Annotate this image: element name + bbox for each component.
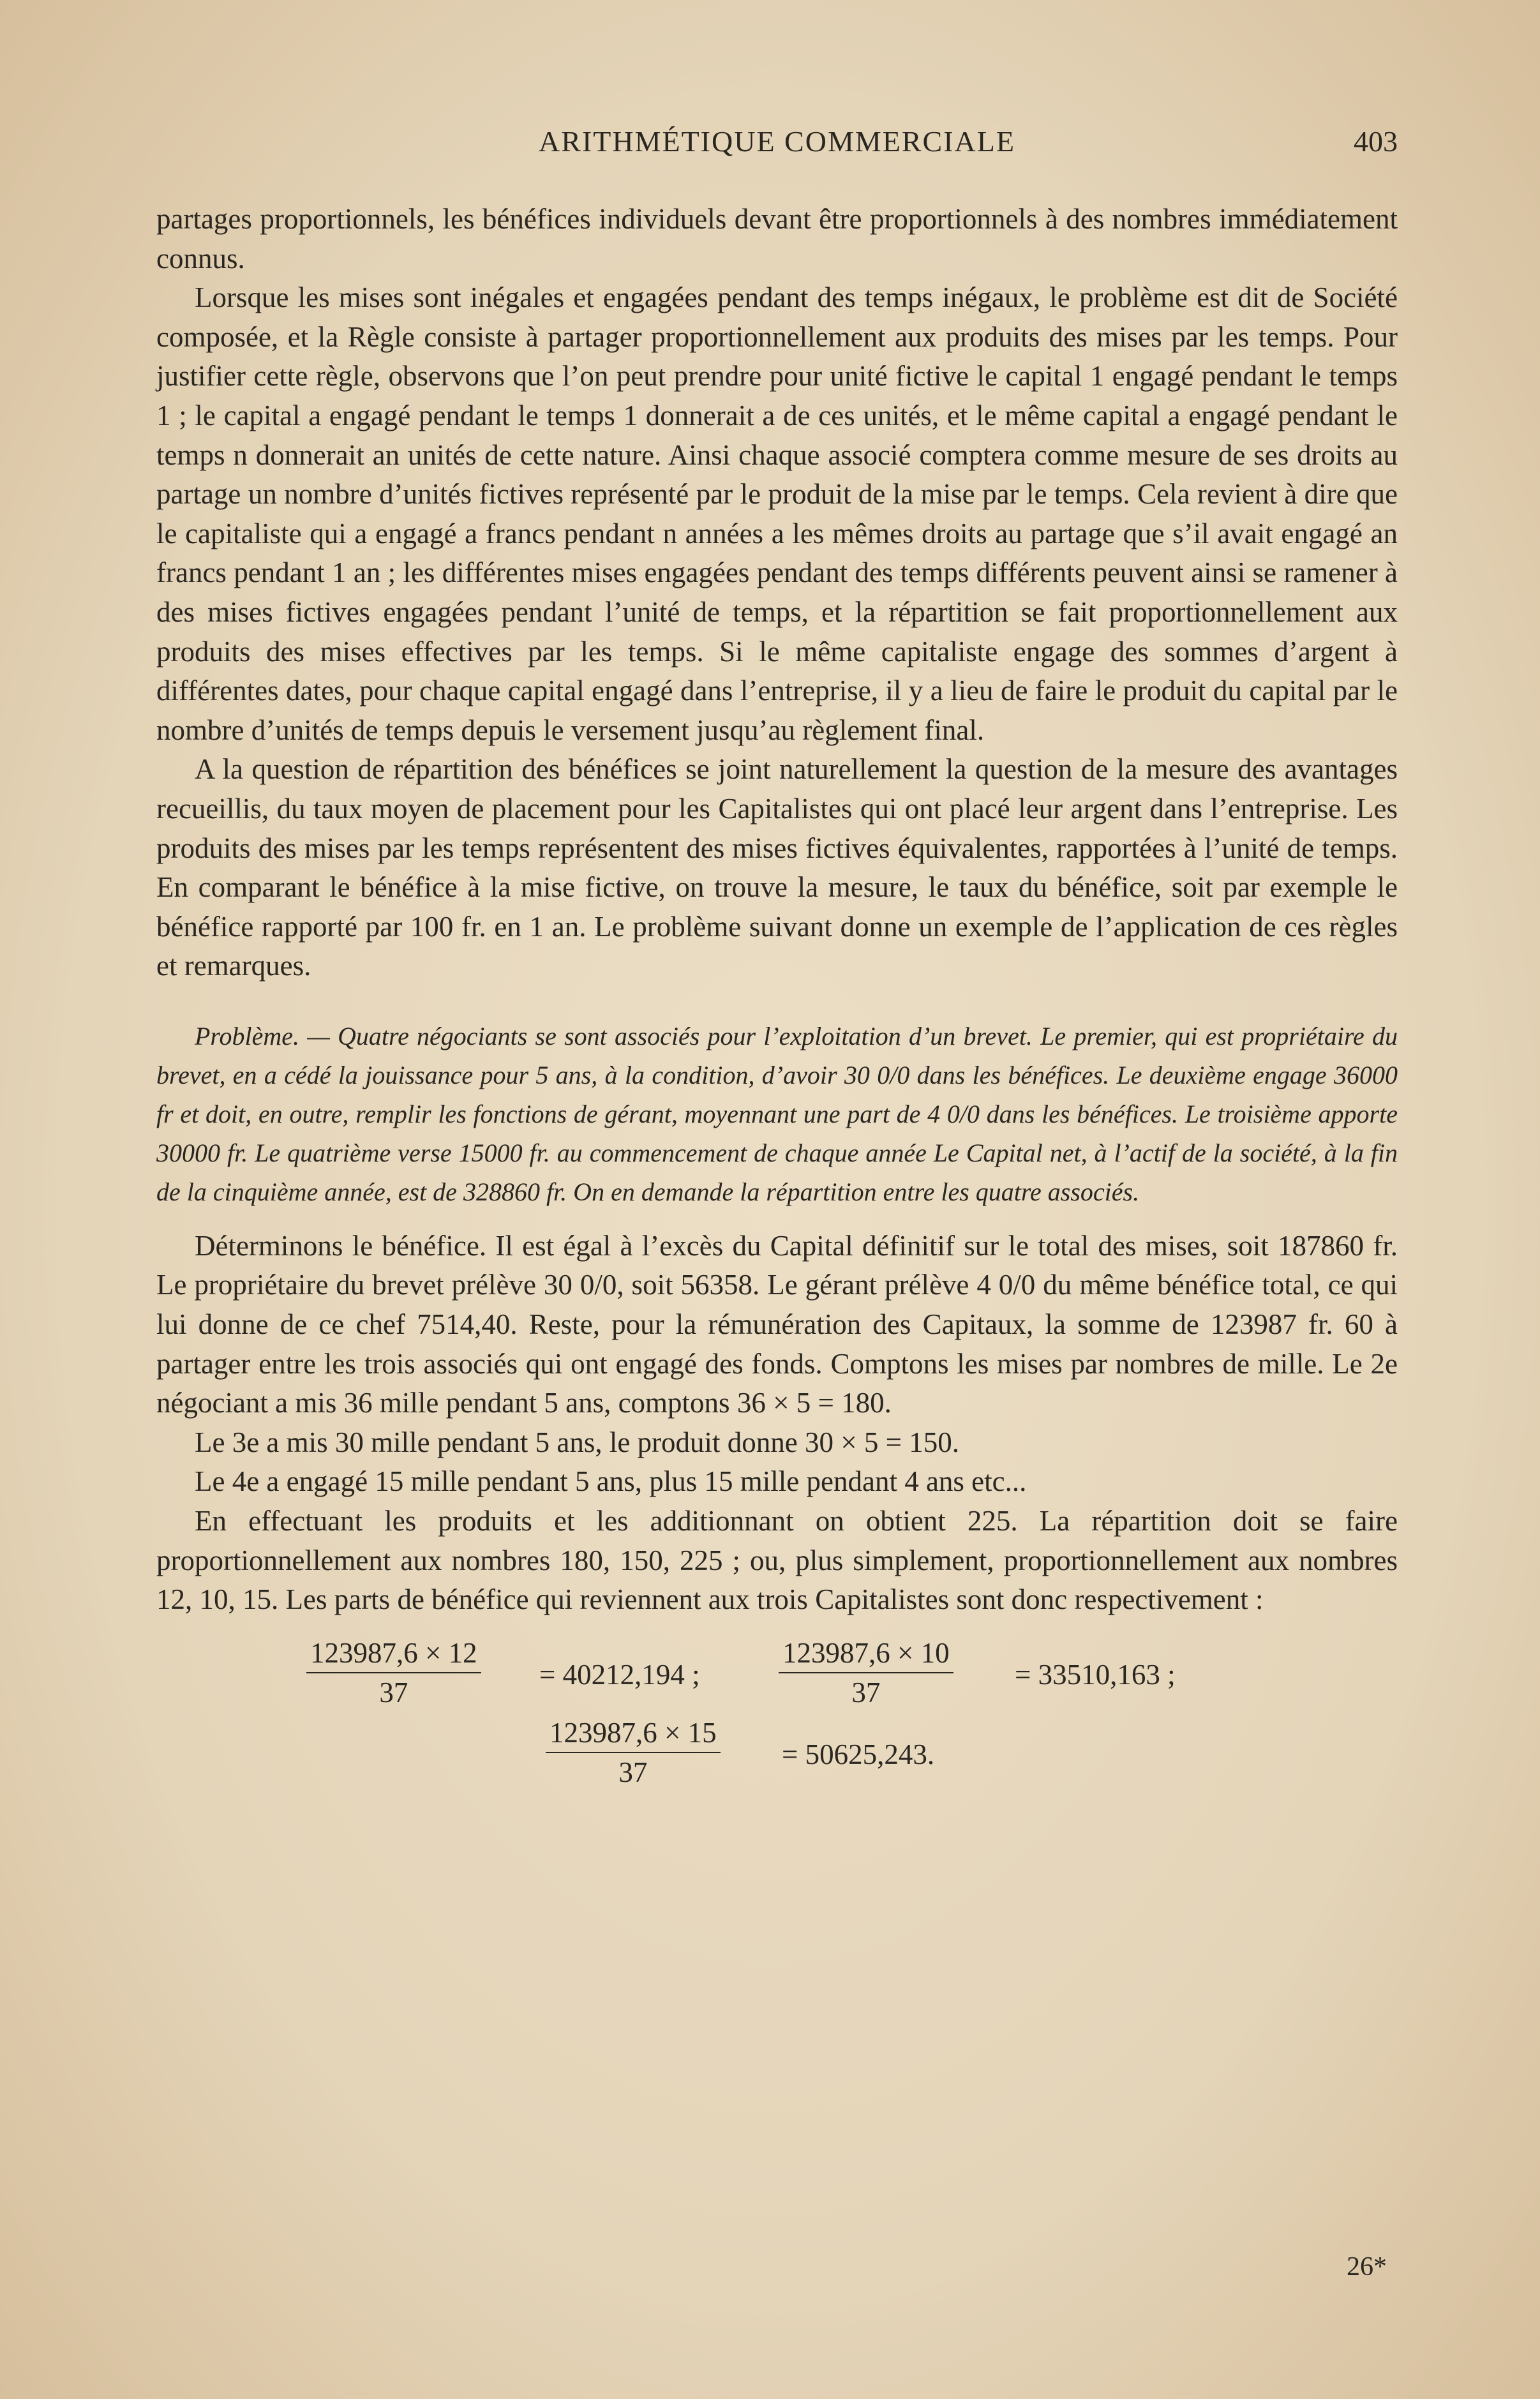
formula-denominator: 37 <box>379 1676 408 1708</box>
formula-result: = 40212,194 ; <box>539 1658 700 1691</box>
formulas <box>156 1636 1398 1790</box>
solution-paragraph: En effectuant les produits et les additionnant on obtient 225. La répartition doit se faire proportionnellement aux nombres 180, 150, 225 ; ou, plus simplement, proportionnellement aux nombres 12, 10, 15. Les parts de bénéfice qui reviennent aux trois Capitalistes sont donc respectivement : <box>156 1505 1398 1616</box>
paragraph: Lorsque les mises sont inégales et engagées pendant des temps inégaux, le problème est dit de Société composée, et la Règle consiste à partager proportionnellement aux produits des mises par les temps. Pour justifier cette règle, observons que l’on peut prendre pour unité fictive le capital 1 engagé pendant le temps 1 ; le capital a engagé pendant le temps 1 donnerait a de ces unités, et le même capital a engagé pendant le temps n donnerait an unités de cette nature. Ainsi chaque associé comptera comme mesure de ses droits au partage un nombre d’unités fictives représenté par le produit de la mise par le temps. Cela revient à dire que le capitaliste qui a engagé a francs pendant n années a les mêmes droits au partage que s’il avait engagé an francs pendant 1 an ; les différentes mises engagées pendant des temps différents peuvent ainsi se ramener à des mises fictives engagées pendant l’unité de temps, et la répartition se fait proportionnellement aux produits des mises effectives par les temps. Si le même capitaliste engage des sommes d’argent à différentes dates, pour chaque capital engagé dans l’entreprise, il y a lieu de faire le produit du capital par le nombre d’unités de temps depuis le versement jusqu’au règlement final. <box>156 281 1398 746</box>
formula-denominator: 37 <box>851 1676 881 1708</box>
formula-result: = 50625,243. <box>782 1738 935 1770</box>
formula-fraction <box>546 1716 721 1789</box>
formula-numerator: 123987,6 × 12 <box>306 1636 481 1673</box>
formula-fraction <box>306 1636 481 1709</box>
formula-result: = 33510,163 ; <box>1015 1658 1176 1691</box>
signature-mark: 26* <box>1347 2252 1387 2282</box>
formula-denominator: 37 <box>618 1756 648 1788</box>
solution-paragraph: Déterminons le bénéfice. Il est égal à l’excès du Capital définitif sur le total des mises, soit 187860 fr. Le propriétaire du brevet prélève 30 0/0, soit 56358. Le gérant prélève 4 0/0 du même bénéfice total, ce qui lui donne de ce chef 7514,40. Reste, pour la rémunération des Capitaux, la somme de 123987 fr. 60 à partager entre les trois associés qui ont engagé des fonds. Comptons les mises par nombres de mille. Le 2e négociant a mis 36 mille pendant 5 ans, comptons 36 × 5 = 180. <box>156 1229 1398 1419</box>
solution-paragraph: Le 3e a mis 30 mille pendant 5 ans, le produit donne 30 × 5 = 150. <box>195 1426 960 1458</box>
paragraph: partages proportionnels, les bénéfices individuels devant être proportionnels à des nombres immédiatement connus. <box>156 203 1398 274</box>
page-number: 403 <box>1354 125 1398 158</box>
formula-numerator: 123987,6 × 10 <box>779 1636 953 1673</box>
formula-fraction <box>779 1636 953 1709</box>
solution-paragraph: Le 4e a engagé 15 mille pendant 5 ans, plus 15 mille pendant 4 ans etc... <box>195 1465 1027 1498</box>
page-header <box>156 124 1398 163</box>
body-text <box>156 200 1398 986</box>
page <box>156 124 1398 1790</box>
problem-statement: Problème. — Quatre négociants se sont associés pour l’exploitation d’un brevet. Le premier, qui est propriétaire du brevet, en a cédé la jouissance pour 5 ans, à la condition, d’avoir 30 0/0 dans les bénéfices. Le deuxième engage 36000 fr et doit, en outre, remplir les fonctions de gérant, moyennant une part de 4 0/0 dans les bénéfices. Le troisième apporte 30000 fr. Le quatrième verse 15000 fr. au commencement de chaque année Le Capital net, à l’actif de la société, à la fin de la cinquième année, est de 328860 fr. On en demande la répartition entre les quatre associés. <box>156 1021 1398 1206</box>
paragraph: A la question de répartition des bénéfices se joint naturellement la question de la mesure des avantages recueillis, du taux moyen de placement pour les Capitalistes qui ont placé leur argent dans l’entreprise. Les produits des mises par les temps représentent des mises fictives équivalentes, rapportées à l’unité de temps. En comparant le bénéfice à la mise fictive, on trouve la mesure, le taux du bénéfice, soit par exemple le bénéfice rapporté par 100 fr. en 1 an. Le problème suivant donne un exemple de l’application de ces règles et remarques. <box>156 753 1398 982</box>
running-title: ARITHMÉTIQUE COMMERCIALE <box>539 125 1015 158</box>
solution <box>156 1227 1398 1620</box>
formula-numerator: 123987,6 × 15 <box>546 1716 721 1753</box>
